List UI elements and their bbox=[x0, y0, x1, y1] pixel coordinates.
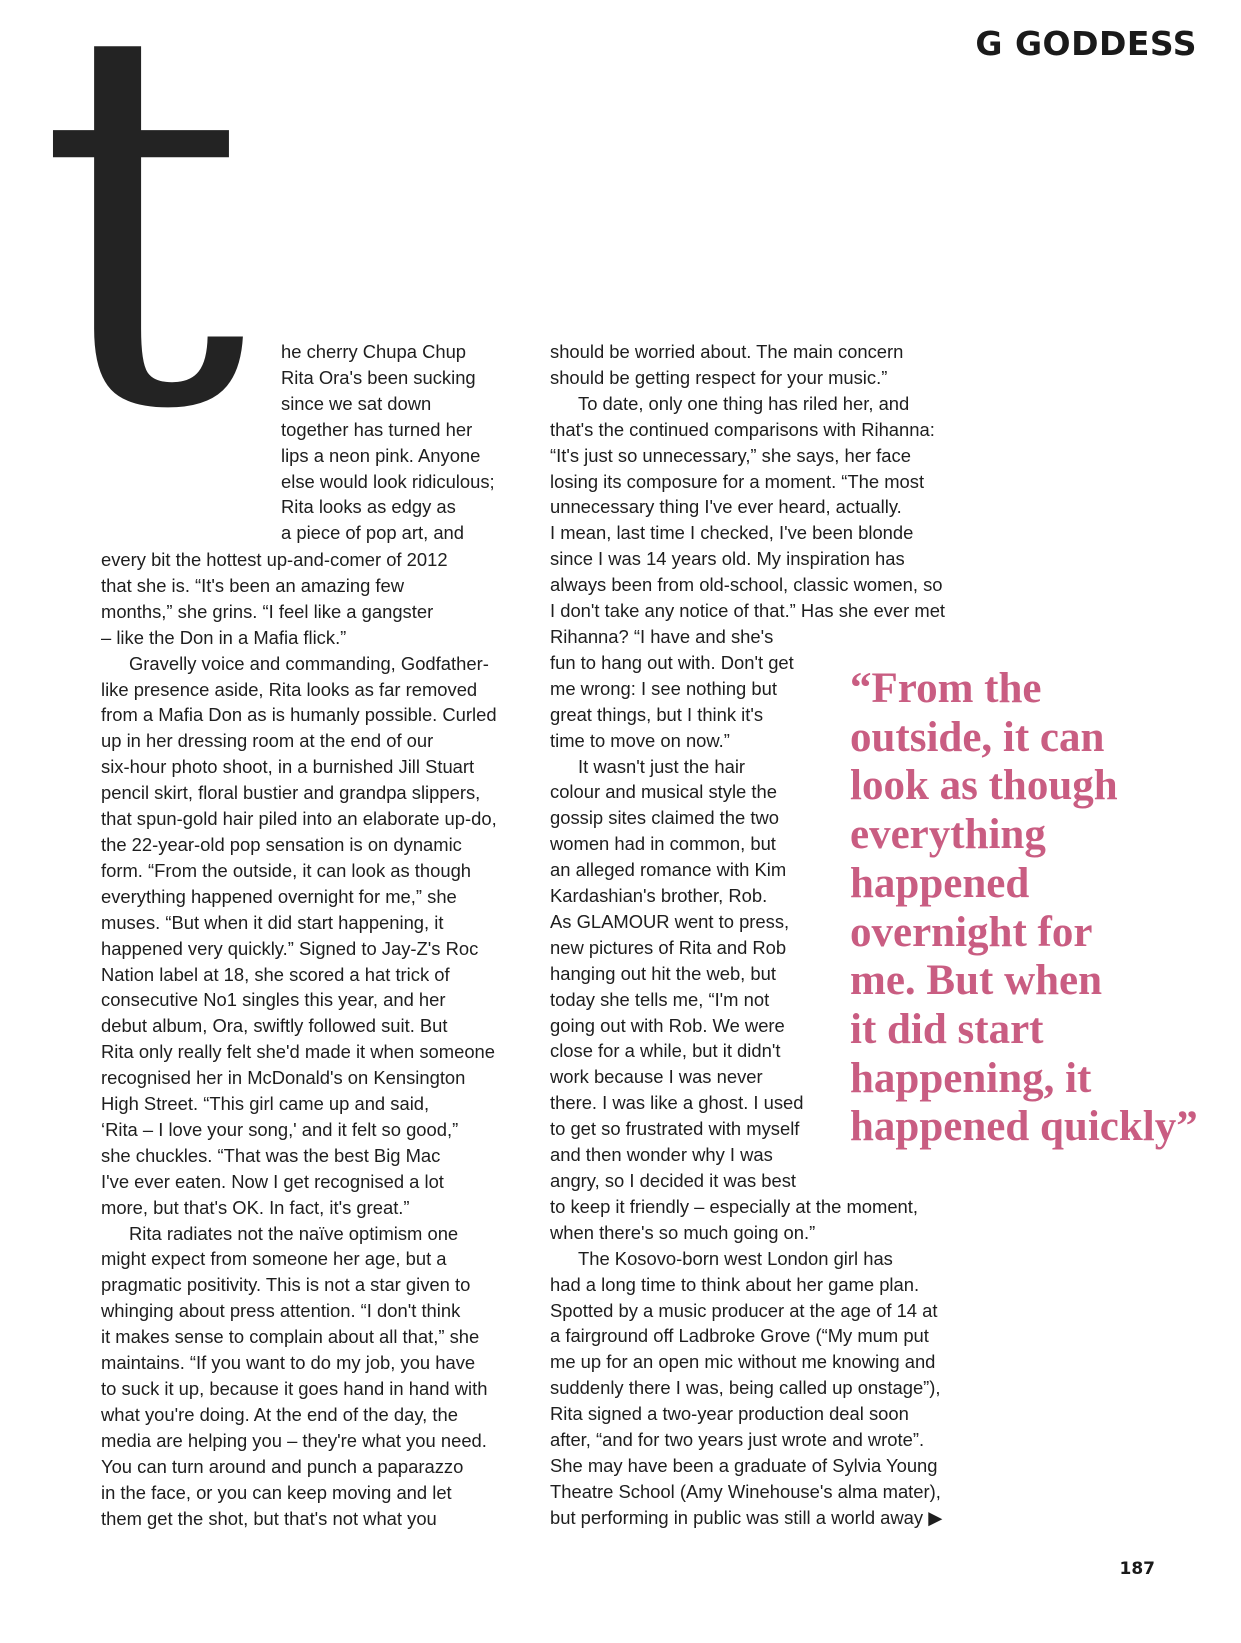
text-line: always been from old-school, classic women, so bbox=[550, 574, 943, 596]
pull-quote-line: “From the bbox=[850, 665, 1042, 712]
text-line: Nation label at 18, she scored a hat trick of bbox=[101, 963, 450, 985]
text-line: in the face, or you can keep moving and let bbox=[101, 1481, 452, 1503]
text-line: maintains. “If you want to do my job, you have bbox=[101, 1352, 476, 1374]
pull-quote-line: everything bbox=[850, 811, 1046, 859]
text-line: a piece of pop art, and bbox=[281, 522, 465, 544]
text-line: since we sat down bbox=[281, 392, 432, 414]
text-line: a fairground off Ladbroke Grove (“My mum put bbox=[550, 1325, 929, 1347]
text-line: High Street. “This girl came up and said, bbox=[101, 1093, 430, 1115]
article-column-left bbox=[101, 547, 521, 1531]
intro-paragraph bbox=[101, 339, 521, 546]
text-line: going out with Rob. We were bbox=[550, 1014, 785, 1036]
text-line: losing its composure for a moment. “The most bbox=[550, 470, 925, 492]
text-line: like presence aside, Rita looks as far removed bbox=[101, 678, 478, 700]
text-line: new pictures of Rita and Rob bbox=[550, 936, 787, 958]
pull-quote-line: overnight for bbox=[850, 908, 1093, 956]
pull-quote-line: it did start bbox=[850, 1005, 1044, 1053]
text-line: Rita radiates not the naïve optimism one bbox=[129, 1222, 459, 1244]
text-line: up in her dressing room at the end of our bbox=[101, 730, 434, 752]
text-line: recognised her in McDonald's on Kensington bbox=[101, 1067, 466, 1089]
text-line: she chuckles. “That was the best Big Mac bbox=[101, 1144, 441, 1166]
text-line: I mean, last time I checked, I've been blonde bbox=[550, 522, 914, 544]
pull-quote-line: look as though bbox=[850, 762, 1118, 810]
text-line: Rita Ora's been sucking bbox=[281, 366, 476, 388]
text-line: there. I was like a ghost. I used bbox=[550, 1092, 804, 1114]
text-line: today she tells me, “I'm not bbox=[550, 988, 770, 1010]
text-line: after, “and for two years just wrote and wrote”. bbox=[550, 1429, 925, 1451]
text-line: me wrong: I see nothing but bbox=[550, 677, 777, 699]
text-line: Rita only really felt she'd made it when someone bbox=[101, 1041, 496, 1063]
text-line: angry, so I decided it was best bbox=[550, 1170, 797, 1191]
text-line: six-hour photo shoot, in a burnished Jill Stuart bbox=[101, 756, 475, 778]
text-line: It wasn't just the hair bbox=[578, 755, 746, 777]
text-line: had a long time to think about her game plan. bbox=[550, 1273, 920, 1295]
text-line: suddenly there I was, being called up onstage”), bbox=[550, 1377, 941, 1399]
text-line: Rita looks as edgy as bbox=[281, 496, 456, 518]
text-line: Spotted by a music producer at the age of 14 at bbox=[550, 1299, 938, 1321]
text-line: Rita signed a two-year production deal soon bbox=[550, 1403, 909, 1425]
text-line: but performing in public was still a world away ▶ bbox=[550, 1506, 943, 1528]
pull-quote-line: happened bbox=[850, 859, 1030, 907]
text-line: You can turn around and punch a paparazzo bbox=[101, 1455, 464, 1477]
text-line: Rihanna? “I have and she's bbox=[550, 625, 774, 647]
text-line: Gravelly voice and commanding, Godfather- bbox=[129, 652, 489, 674]
text-line: time to move on now.” bbox=[550, 729, 730, 751]
text-line: to suck it up, because it goes hand in hand with bbox=[101, 1378, 488, 1399]
text-line: pencil skirt, floral bustier and grandpa slippers, bbox=[101, 782, 481, 804]
text-line: that she is. “It's been an amazing few bbox=[101, 574, 405, 596]
text-line: that's the continued comparisons with Rihanna: bbox=[550, 418, 935, 440]
text-line: it makes sense to complain about all that,” she bbox=[101, 1326, 480, 1348]
text-line: close for a while, but it didn't bbox=[550, 1040, 781, 1062]
text-line: ‘Rita – I love your song,' and it felt so good,” bbox=[101, 1118, 459, 1140]
text-line: should be worried about. The main concern bbox=[550, 341, 904, 362]
text-line: fun to hang out with. Don't get bbox=[550, 651, 794, 673]
text-line: should be getting respect for your music.” bbox=[550, 366, 888, 388]
text-line: together has turned her bbox=[281, 418, 473, 440]
text-line: As GLAMOUR went to press, bbox=[550, 910, 790, 932]
text-line: I've ever eaten. Now I get recognised a lot bbox=[101, 1170, 444, 1192]
text-line: I don't take any notice of that.” Has she ever met bbox=[550, 600, 946, 622]
text-line: great things, but I think it's bbox=[550, 703, 764, 725]
section-title: G GODDESS bbox=[975, 24, 1197, 63]
text-line: debut album, Ora, swiftly followed suit. But bbox=[101, 1015, 448, 1037]
text-line: what you're doing. At the end of the day, the bbox=[101, 1403, 458, 1425]
pull-quote-line: happening, it bbox=[850, 1054, 1092, 1102]
text-line: She may have been a graduate of Sylvia Young bbox=[550, 1454, 938, 1476]
text-line: The Kosovo-born west London girl has bbox=[578, 1247, 893, 1269]
text-line: every bit the hottest up-and-comer of 2012 bbox=[101, 549, 448, 570]
text-line: work because I was never bbox=[550, 1066, 763, 1088]
text-line: Kardashian's brother, Rob. bbox=[550, 885, 768, 907]
text-line: might expect from someone her age, but a bbox=[101, 1248, 447, 1270]
text-line: muses. “But when it did start happening, it bbox=[101, 911, 444, 933]
text-line: lips a neon pink. Anyone bbox=[281, 444, 481, 466]
pull-quote-line: me. But when bbox=[850, 957, 1103, 1005]
text-line: months,” she grins. “I feel like a gangster bbox=[101, 600, 434, 622]
text-line: hanging out hit the web, but bbox=[550, 962, 776, 984]
text-line: unnecessary thing I've ever heard, actually. bbox=[550, 496, 902, 518]
text-line: whinging about press attention. “I don't think bbox=[101, 1300, 461, 1322]
text-line: – like the Don in a Mafia flick.” bbox=[101, 626, 347, 648]
pull-quote-line: happened quickly” bbox=[850, 1103, 1198, 1151]
text-line: the 22-year-old pop sensation is on dynamic bbox=[101, 833, 462, 855]
text-line: media are helping you – they're what you need. bbox=[101, 1429, 487, 1451]
pull-quote-line: outside, it can bbox=[850, 713, 1105, 761]
text-line: Theatre School (Amy Winehouse's alma mater), bbox=[550, 1480, 941, 1502]
text-line: To date, only one thing has riled her, and bbox=[578, 392, 910, 414]
text-line: to keep it friendly – especially at the moment, bbox=[550, 1195, 919, 1217]
text-line: form. “From the outside, it can look as though bbox=[101, 859, 472, 881]
text-line: since I was 14 years old. My inspiration has bbox=[550, 548, 905, 570]
text-line: gossip sites claimed the two bbox=[550, 807, 779, 829]
text-line: he cherry Chupa Chup bbox=[281, 341, 467, 362]
text-line: an alleged romance with Kim bbox=[550, 859, 787, 881]
text-line: me up for an open mic without me knowing and bbox=[550, 1351, 936, 1373]
text-line: pragmatic positivity. This is not a star given to bbox=[101, 1274, 471, 1296]
page-number: 187 bbox=[1119, 1559, 1155, 1579]
text-line: colour and musical style the bbox=[550, 781, 777, 803]
text-line: when there's so much going on.” bbox=[550, 1221, 816, 1243]
text-line: more, but that's OK. In fact, it's great.” bbox=[101, 1196, 410, 1218]
text-line: women had in common, but bbox=[550, 833, 776, 855]
text-line: happened very quickly.” Signed to Jay-Z's Roc bbox=[101, 937, 479, 959]
pull-quote bbox=[850, 665, 1198, 1152]
text-line: from a Mafia Don as is humanly possible. Curled bbox=[101, 704, 497, 726]
text-line: and then wonder why I was bbox=[550, 1144, 773, 1166]
text-line: everything happened overnight for me,” she bbox=[101, 885, 457, 907]
text-line: “It's just so unnecessary,” she says, her face bbox=[550, 444, 911, 466]
text-line: that spun-gold hair piled into an elaborate up-do, bbox=[101, 808, 497, 830]
text-line: consecutive No1 singles this year, and her bbox=[101, 989, 446, 1011]
text-line: them get the shot, but that's not what you bbox=[101, 1507, 437, 1529]
text-line: else would look ridiculous; bbox=[281, 470, 495, 492]
text-line: to get so frustrated with myself bbox=[550, 1118, 800, 1140]
drop-cap: t bbox=[38, 0, 247, 523]
